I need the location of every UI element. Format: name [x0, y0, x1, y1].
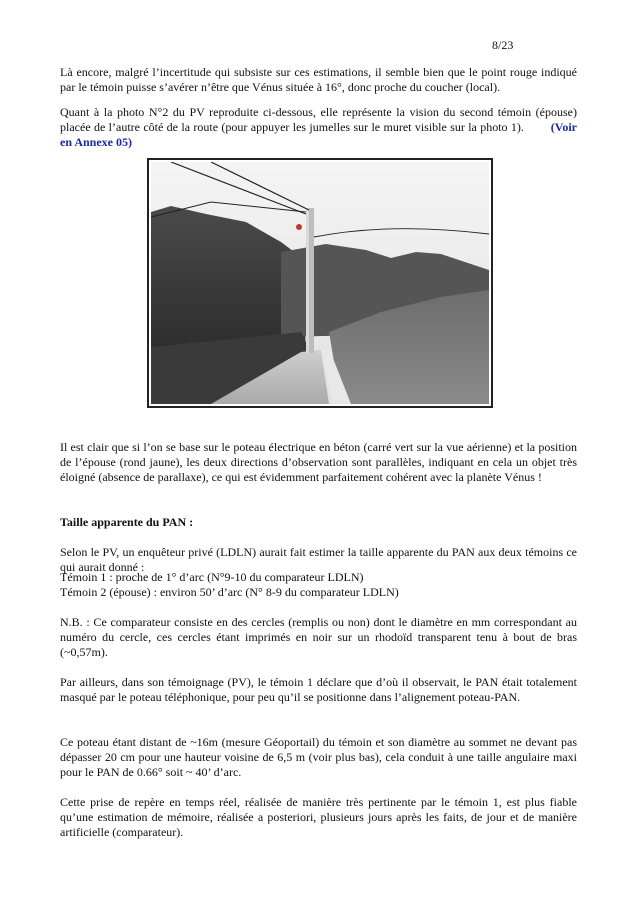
section-heading — [60, 515, 577, 530]
paragraph-photo-2-text: Quant à la photo N°2 du PV reproduite ci-dessous, elle représente la vision du second témoin (épouse) placée de l’autre côté de la route (pour appuyer les jumelles sur le muret visible sur la photo 1). — [60, 105, 577, 134]
paragraph-parallax: Il est clair que si l’on se base sur le poteau électrique en béton (carré vert sur la vue aérienne) et la position de l’épouse (rond jaune), les deux directions d’observation sont parallèles, indiquant en cela un objet très éloigné (absence de parallaxe), ce qui est évidemment parfaitement cohérent avec la planète Vénus ! — [60, 440, 577, 484]
red-point-marker — [296, 224, 302, 230]
annex-05-link[interactable]: (Voir en Annexe 05) — [60, 120, 578, 149]
paragraph-pole-masking: Par ailleurs, dans son témoignage (PV), le témoin 1 déclare que d’où il observait, le PAN était totalement masqué par le poteau téléphonique, pour peu qu’il se positionne dans l’alignement poteau-PAN. — [60, 675, 577, 704]
heading-colon: : — [186, 515, 194, 529]
page-number: 8/23 — [492, 38, 514, 52]
paragraph-photo-2 — [60, 105, 577, 150]
paragraph-comparator-note: N.B. : Ce comparateur consiste en des cercles (remplis ou non) dont le diamètre en mm correspondant au numéro du cercle, ces cercles étant imprimés en noir sur un rhodoïd transparent tenu à bout de bras (~0,57m). — [60, 615, 577, 659]
photo-road-pole — [147, 158, 493, 408]
heading-apparent-size: Taille apparente du PAN — [60, 515, 187, 529]
photo-image — [151, 162, 489, 404]
witness-2-estimate: Témoin 2 (épouse) : environ 50’ d’arc (N° 8-9 du comparateur LDLN) — [60, 585, 399, 599]
paragraph-real-time-reference: Cette prise de repère en temps réel, réalisée de manière très pertinente par le témoin 1, est plus fiable qu’une estimation de mémoire, réalisée a posteriori, plusieurs jours après les faits, de jour et de manière artificielle (comparateur). — [60, 795, 577, 839]
paragraph-venus-estimate: Là encore, malgré l’incertitude qui subsiste sur ces estimations, il semble bien que le point rouge indiqué par le témoin puisse s’avérer n’être que Vénus située à 16°, donc proche du coucher (local). — [60, 65, 577, 94]
paragraph-angular-size: Ce poteau étant distant de ~16m (mesure Géoportail) du témoin et son diamètre au sommet ne devant pas dépasser 20 cm pour une hauteur voisine de 6,5 m (voir plus bas), cela conduit à une taille angulaire maxi pour le PAN de 0.66° soit ~ 40’ d’arc. — [60, 735, 577, 779]
witness-1-estimate: Témoin 1 : proche de 1° d’arc (N°9-10 du comparateur LDLN) — [60, 570, 364, 584]
paragraph-investigator: Selon le PV, un enquêteur privé (LDLN) aurait fait estimer la taille apparente du PAN aux deux témoins ce qui aurait donné : — [60, 545, 577, 574]
